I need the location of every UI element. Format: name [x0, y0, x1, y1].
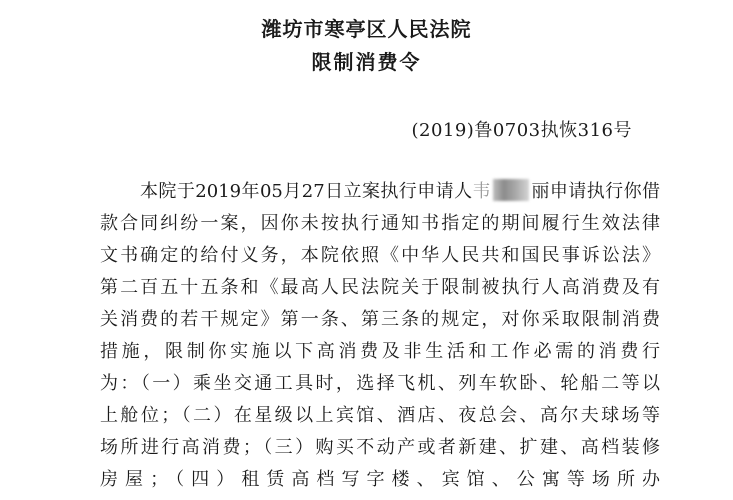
body-line-1-pre: 本院于2019年05月27日立案执行申请人 [140, 181, 473, 202]
body-line-9: 场所进行高消费；（三）购买不动产或者新建、扩建、高档装修 [100, 437, 660, 458]
body-line-10: 房屋；（四）租赁高档写字楼、宾馆、公寓等场所办 [100, 469, 660, 490]
case-number: (2019)鲁0703执恢316号 [411, 120, 632, 141]
court-name: 潍坊市寒亭区人民法院 [261, 17, 472, 41]
body-line-1-post: 丽申请执行你借 [530, 181, 661, 202]
redacted-name-block [493, 179, 529, 201]
document-title: 限制消费令 [311, 50, 422, 74]
body-line-1 [140, 177, 660, 207]
body-line-2: 款合同纠纷一案，因你未按执行通知书指定的期间履行生效法律 [100, 213, 660, 234]
body-line-8: 上舱位；（二）在星级以上宾馆、酒店、夜总会、高尔夫球场等 [100, 405, 660, 426]
redacted-glyph: 韦 [472, 181, 491, 202]
body-line-7: 为：（一）乘坐交通工具时，选择飞机、列车软卧、轮船二等以 [100, 373, 660, 394]
body-line-4: 第二百五十五条和《最高人民法院关于限制被执行人高消费及有 [100, 277, 660, 298]
body-line-3: 文书确定的给付义务，本院依照《中华人民共和国民事诉讼法》 [100, 245, 660, 266]
body-line-5: 关消费的若干规定》第一条、第三条的规定，对你采取限制消费 [100, 309, 660, 330]
body-line-6: 措施，限制你实施以下高消费及非生活和工作必需的消费行 [100, 341, 660, 362]
